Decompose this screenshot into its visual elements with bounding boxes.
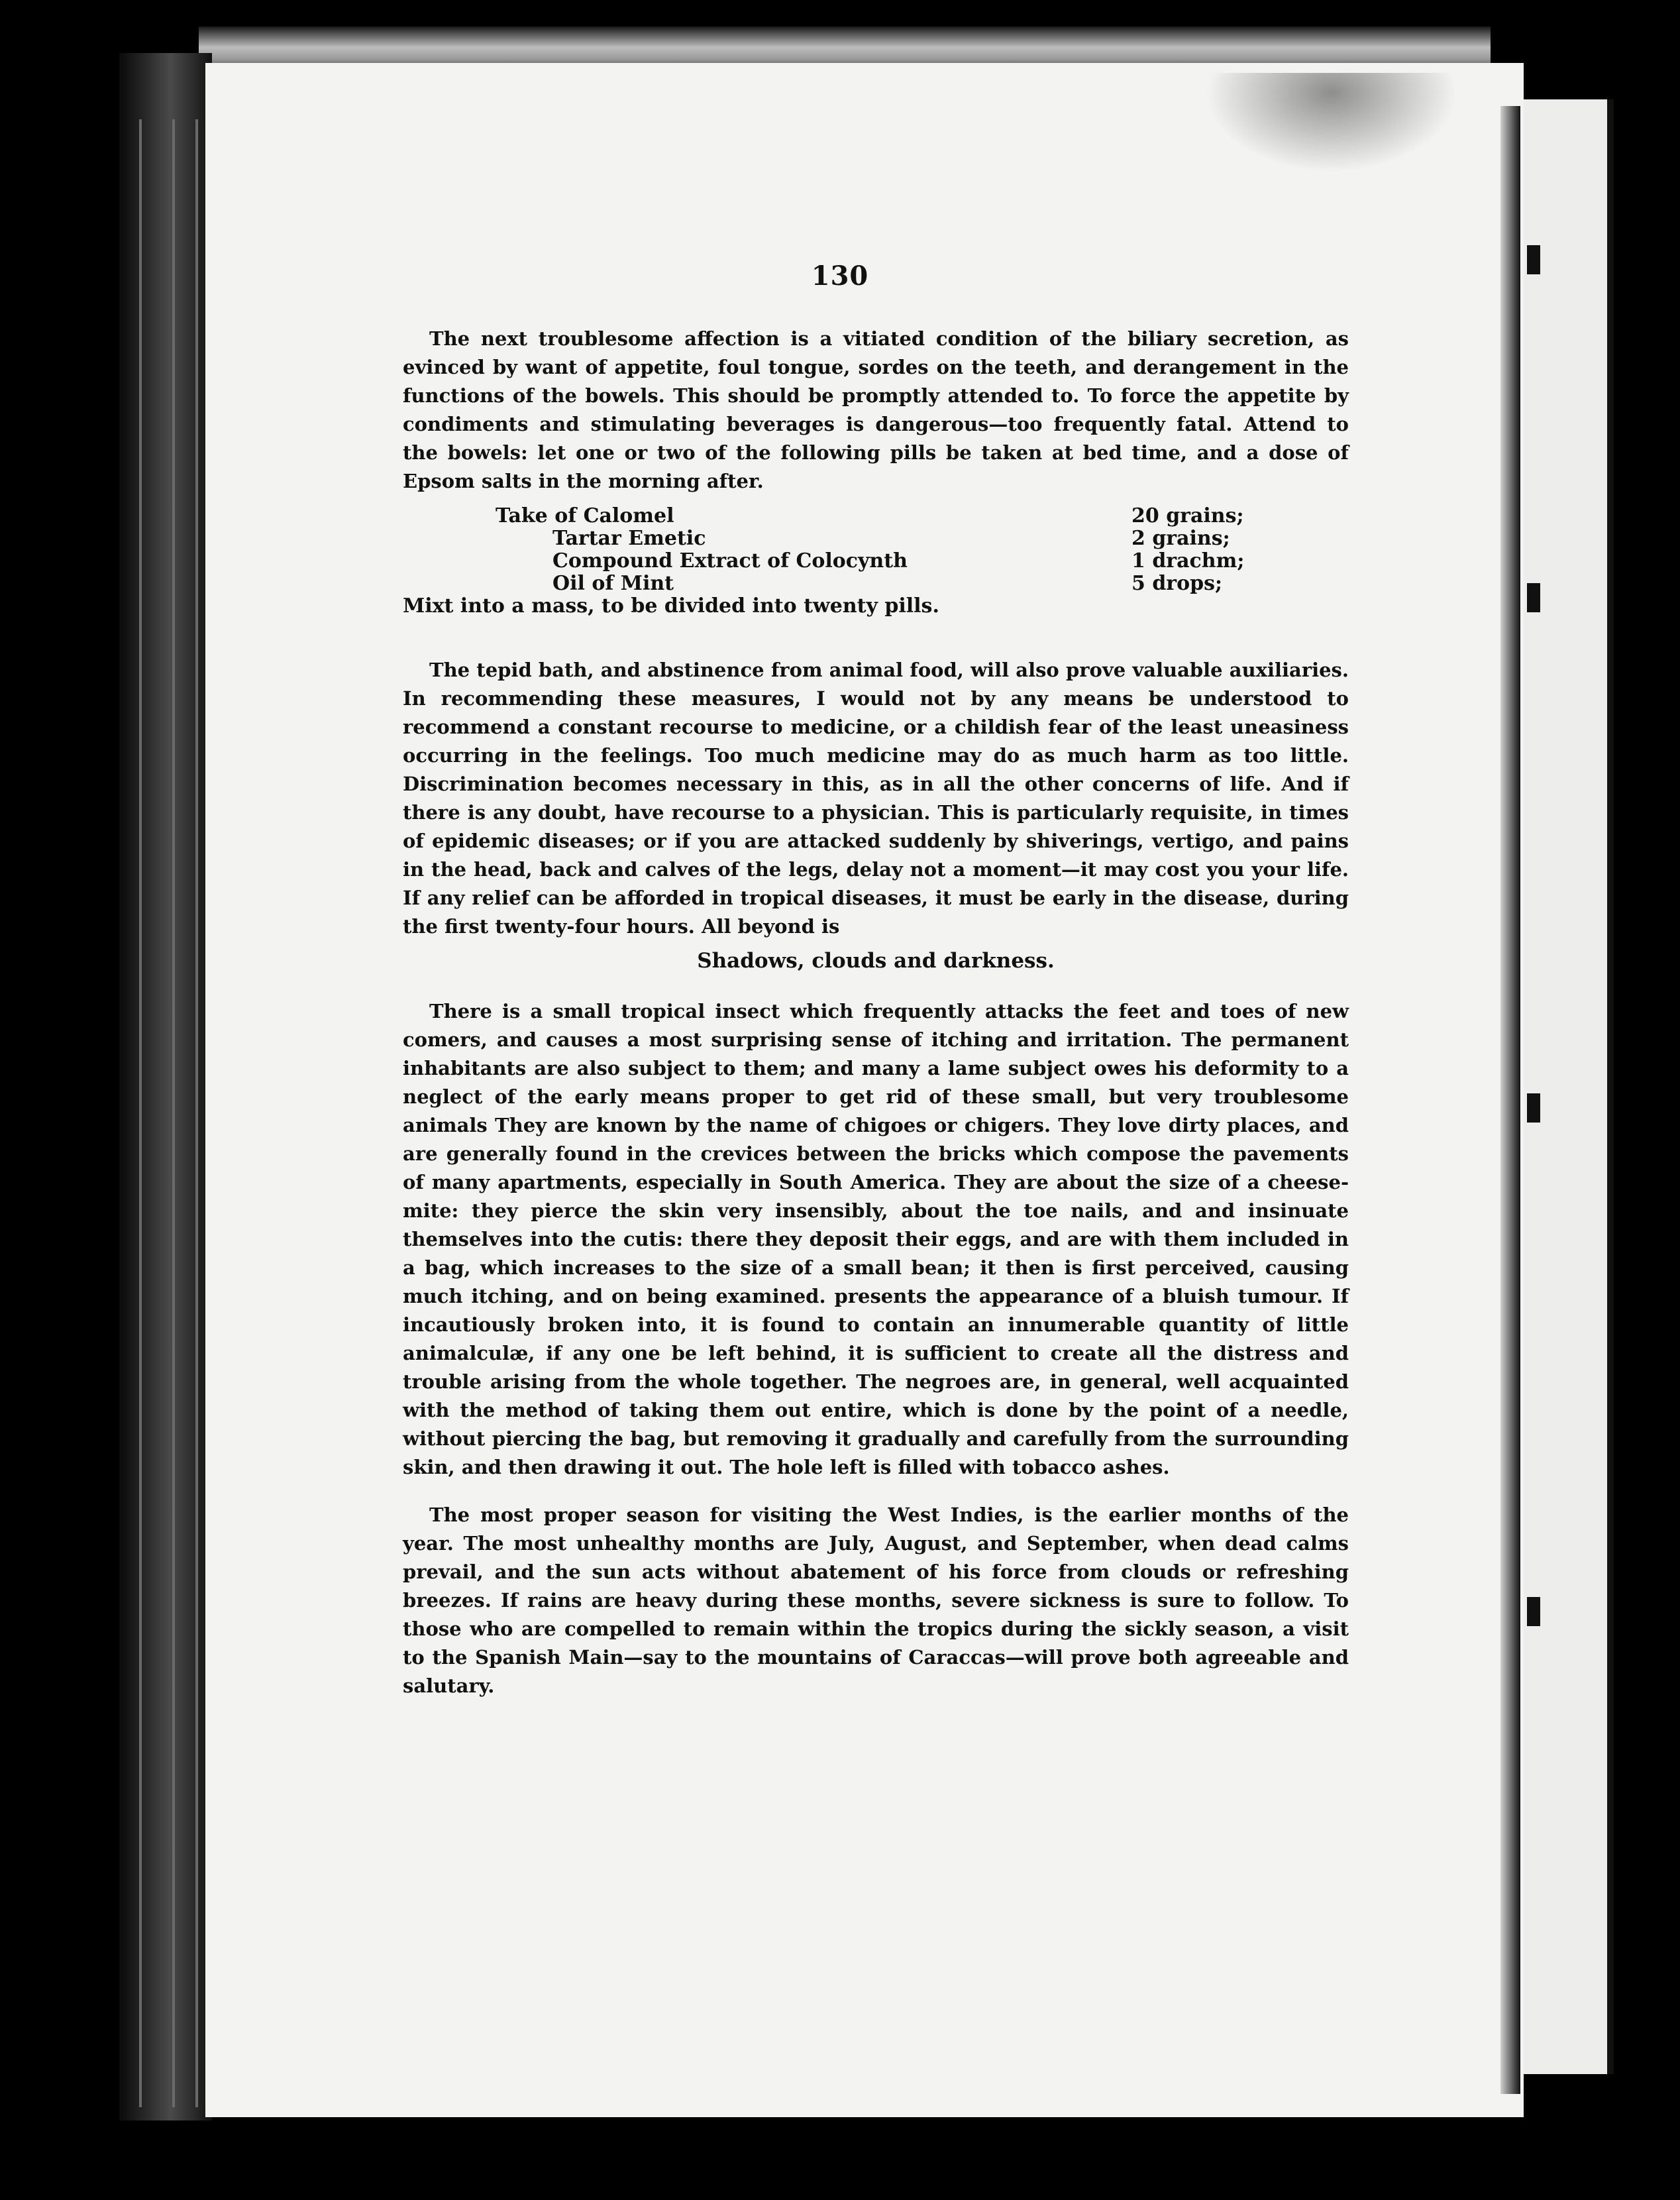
ingredient-quantity: 2 grains; bbox=[1131, 527, 1230, 550]
paragraph-chigoes bbox=[403, 997, 1349, 1482]
page-number: 130 bbox=[811, 260, 869, 292]
recipe-line bbox=[403, 573, 1349, 595]
page-fold bbox=[1500, 106, 1520, 2094]
paragraph-text: The most proper season for visiting the West Indies, is the earlier months of the year. The most unhealthy months are July, August, and September, when dead calms prevail, and the sun acts without abatement of his force from clouds or refreshing breezes. If rains are heavy during these months, severe sickness is sure to follow. To those who are compelled to remain within the tropics during the sickly season, a visit to the Spanish Main—say to the mountains of Caraccas—will prove both agreeable and salutary. bbox=[403, 1504, 1349, 1697]
ingredient-quantity: 5 drops; bbox=[1131, 572, 1223, 595]
pill-recipe bbox=[403, 505, 1349, 618]
paragraph-text: The next troublesome affection is a vitiated condition of the biliary secretion, as evinced by want of appetite, foul tongue, sordes on the teeth, and derangement in the functions of the bowels. This should be promptly attended to. To force the appetite by condiments and stimulating beverages is dangerous—too frequently fatal. Attend to the bowels: let one or two of the following pills be taken at bed time, and a dose of Epsom salts in the morning after. bbox=[403, 327, 1349, 492]
spine-line bbox=[172, 119, 175, 2107]
margin-mark bbox=[1527, 1597, 1540, 1626]
paragraph-season bbox=[403, 1501, 1349, 1700]
recipe-line bbox=[403, 505, 1349, 527]
paragraph-text: The tepid bath, and abstinence from animal food, will also prove valuable auxiliaries. In recommending these measures, I would not by any means be understood to recommend a constant recourse to medicine, or a childish fear of the least uneasiness occurring in the feelings. Too much medicine may do as much harm as too little. Discrimination becomes necessary in this, as in all the other concerns of life. And if there is any doubt, have recourse to a physician. This is particularly requisite, in times of epidemic diseases; or if you are attacked suddenly by shiverings, vertigo, and pains in the head, back and calves of the legs, delay not a moment—it may cost you your life. If any relief can be afforded in tropical diseases, it must be early in the disease, during the first twenty-four hours. All beyond is bbox=[403, 659, 1349, 938]
paragraph-remedies bbox=[403, 656, 1349, 941]
paragraph-biliary bbox=[403, 325, 1349, 496]
recipe-line bbox=[403, 527, 1349, 550]
next-page-strip bbox=[1524, 99, 1610, 2074]
recipe-instruction: Mixt into a mass, to be divided into twenty pills. bbox=[403, 594, 939, 618]
recipe-line bbox=[403, 550, 1349, 573]
ingredient-name: Oil of Mint bbox=[552, 572, 674, 595]
section-heading: Shadows, clouds and darkness. bbox=[697, 949, 1055, 973]
ingredient-quantity: 20 grains; bbox=[1131, 504, 1244, 527]
page-smudge bbox=[1206, 73, 1457, 172]
book-spine bbox=[119, 53, 212, 2120]
ingredient-name: Take of Calomel bbox=[496, 504, 674, 527]
margin-mark bbox=[1527, 583, 1540, 612]
ingredient-name: Compound Extract of Colocynth bbox=[552, 549, 908, 573]
spine-line bbox=[195, 119, 198, 2107]
next-page-edge bbox=[1607, 99, 1614, 2074]
ingredient-name: Tartar Emetic bbox=[552, 527, 706, 550]
ingredient-quantity: 1 drachm; bbox=[1131, 549, 1245, 573]
paragraph-text: There is a small tropical insect which frequently attacks the feet and toes of new comers, and causes a most surprising sense of itching and irritation. The permanent inhabitants are also subject to them; and many a lame subject owes his deformity to a neglect of the early means proper to get rid of these small, but very troublesome animals They are known by the name of chigoes or chigers. They love dirty places, and are generally found in the crevices between the bricks which compose the pavements of many apartments, especially in South America. They are about the size of a cheese-mite: they pierce the skin very insensibly, about the toe nails, and and insinuate themselves into the cutis: there they deposit their eggs, and are with them included in a bag, which increases to the size of a small bean; it then is first perceived, causing much itching, and on being examined. presents the appearance of a bluish tumour. If incautiously broken into, it is found to contain an innumerable quantity of little animalculæ, if any one be left behind, it is sufficient to create all the distress and trouble arising from the whole together. The negroes are, in general, well acquainted with the method of taking them out entire, which is done by the point of a needle, without piercing the bag, but removing it gradually and carefully from the surrounding skin, and then drawing it out. The hole left is filled with tobacco ashes. bbox=[403, 1000, 1349, 1478]
spine-line bbox=[139, 119, 142, 2107]
margin-mark bbox=[1527, 1093, 1540, 1123]
